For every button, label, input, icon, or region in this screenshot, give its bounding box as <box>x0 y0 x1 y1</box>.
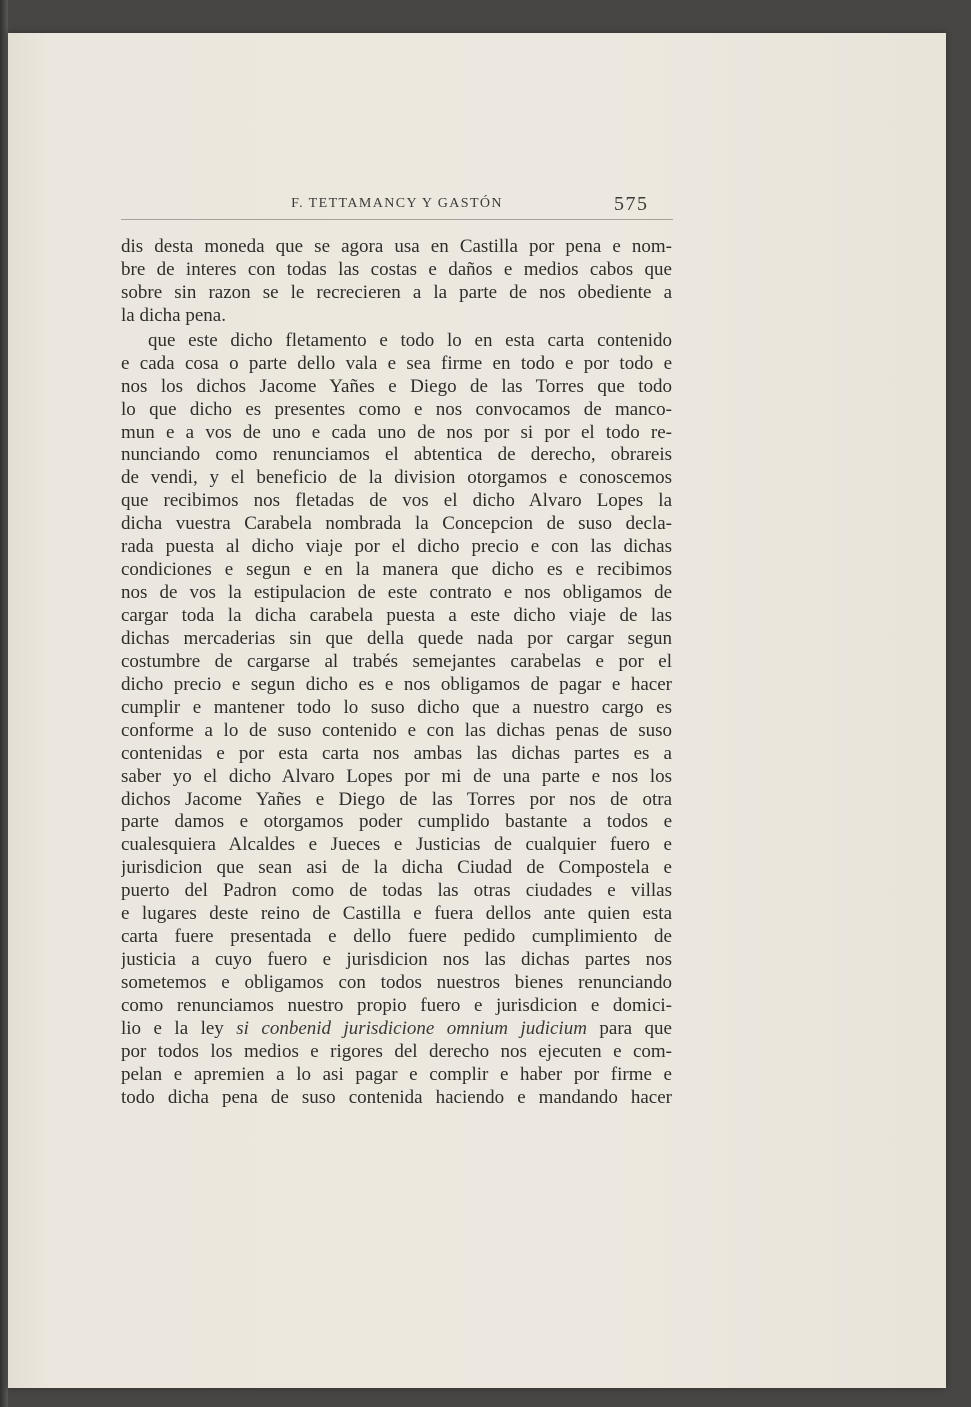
text-line: costumbre de cargarse al trabés semejantes carabelas e por el <box>121 650 672 672</box>
text-line: dicho precio e segun dicho es e nos obligamos de pagar e hacer <box>121 673 672 695</box>
text-line: por todos los medios e rigores del derecho nos ejecuten e com- <box>121 1040 672 1062</box>
text-line: dichas mercaderias sin que della quede nada por cargar segun <box>121 627 672 649</box>
text-line: que recibimos nos fletadas de vos el dicho Alvaro Lopes la <box>121 490 672 512</box>
text-line: como renunciamos nuestro propio fuero e jurisdicion e domici- <box>121 994 672 1016</box>
text-line: cumplir e mantener todo lo suso dicho que a nuestro cargo es <box>121 696 672 718</box>
text-line: nunciando como renunciamos el abtentica de derecho, obrareis <box>121 444 672 466</box>
text-line: justicia a cuyo fuero e jurisdicion nos las dichas partes nos <box>121 949 672 971</box>
running-head: F. TETTAMANCY Y GASTÓN <box>291 196 503 211</box>
text-line: contenidas e por esta carta nos ambas las dichas partes es a <box>121 742 672 764</box>
text-line: cargar toda la dicha carabela puesta a este dicho viaje de las <box>121 605 672 626</box>
text-line: todo dicha pena de suso contenida haciendo e mandando hacer <box>121 1086 672 1108</box>
text-line: carta fuere presentada e dello fuere pedido cumplimiento de <box>121 926 672 948</box>
text-line: nos los dichos Jacome Yañes e Diego de las Torres que todo <box>121 375 672 397</box>
text-line: e lugares deste reino de Castilla e fuera dellos ante quien esta <box>121 903 672 925</box>
text-line: condiciones e segun e en la manera que dicho es e recibimos <box>121 559 672 581</box>
header-rule <box>121 219 673 220</box>
text-line: parte damos e otorgamos poder cumplido bastante a todos e <box>121 811 672 833</box>
text-line: jurisdicion que sean asi de la dicha Ciudad de Compostela e <box>121 857 672 879</box>
text-line: puerto del Padron como de todas las otras ciudades e villas <box>121 880 672 902</box>
page-number: 575 <box>614 193 649 215</box>
text-line: sobre sin razon se le recrecieren a la parte de nos obediente a <box>121 281 672 303</box>
text-line: saber yo el dicho Alvaro Lopes por mi de una parte e nos los <box>121 765 672 787</box>
text-line: nos de vos la estipulacion de este contrato e nos obligamos de <box>121 582 672 604</box>
text-line: dicha vuestra Carabela nombrada la Concepcion de suso decla- <box>121 513 672 535</box>
text-line: sometemos e obligamos con todos nuestros bienes renunciando <box>121 972 672 993</box>
text-line: la dicha pena. <box>121 304 226 326</box>
text-line: bre de interes con todas las costas e daños e medios cabos que <box>121 258 672 280</box>
text-line: dichos Jacome Yañes e Diego de las Torres por nos de otra <box>121 788 672 810</box>
ley-line-before: lio e la ley <box>121 1017 224 1039</box>
latin-italic-phrase: si conbenid jurisdicione omnium judicium <box>236 1017 587 1039</box>
text-line-latin-phrase <box>121 1018 672 1041</box>
text-line: rada puesta al dicho viaje por el dicho precio e con las dichas <box>121 536 672 558</box>
text-line: pelan e apremien a lo asi pagar e complir e haber por firme e <box>121 1063 672 1085</box>
scan-edge-left <box>0 0 8 1407</box>
ley-line-after: para que <box>599 1017 672 1039</box>
text-line: e cada cosa o parte dello vala e sea firme en todo e por todo e <box>121 352 672 374</box>
text-line: que este dicho fletamento e todo lo en esta carta contenido <box>148 329 672 351</box>
text-line: mun e a vos de uno e cada uno de nos por si por el todo re- <box>121 421 672 443</box>
text-line: lo que dicho es presentes como e nos convocamos de manco- <box>121 398 672 420</box>
text-line: dis desta moneda que se agora usa en Castilla por pena e nom- <box>121 236 672 257</box>
text-line: conforme a lo de suso contenido e con las dichas penas de suso <box>121 719 672 741</box>
body-text <box>121 236 672 1110</box>
text-line: cualesquiera Alcaldes e Jueces e Justicias de cualquier fuero e <box>121 834 672 856</box>
text-line: de vendi, y el beneficio de la division otorgamos e conoscemos <box>121 467 672 489</box>
